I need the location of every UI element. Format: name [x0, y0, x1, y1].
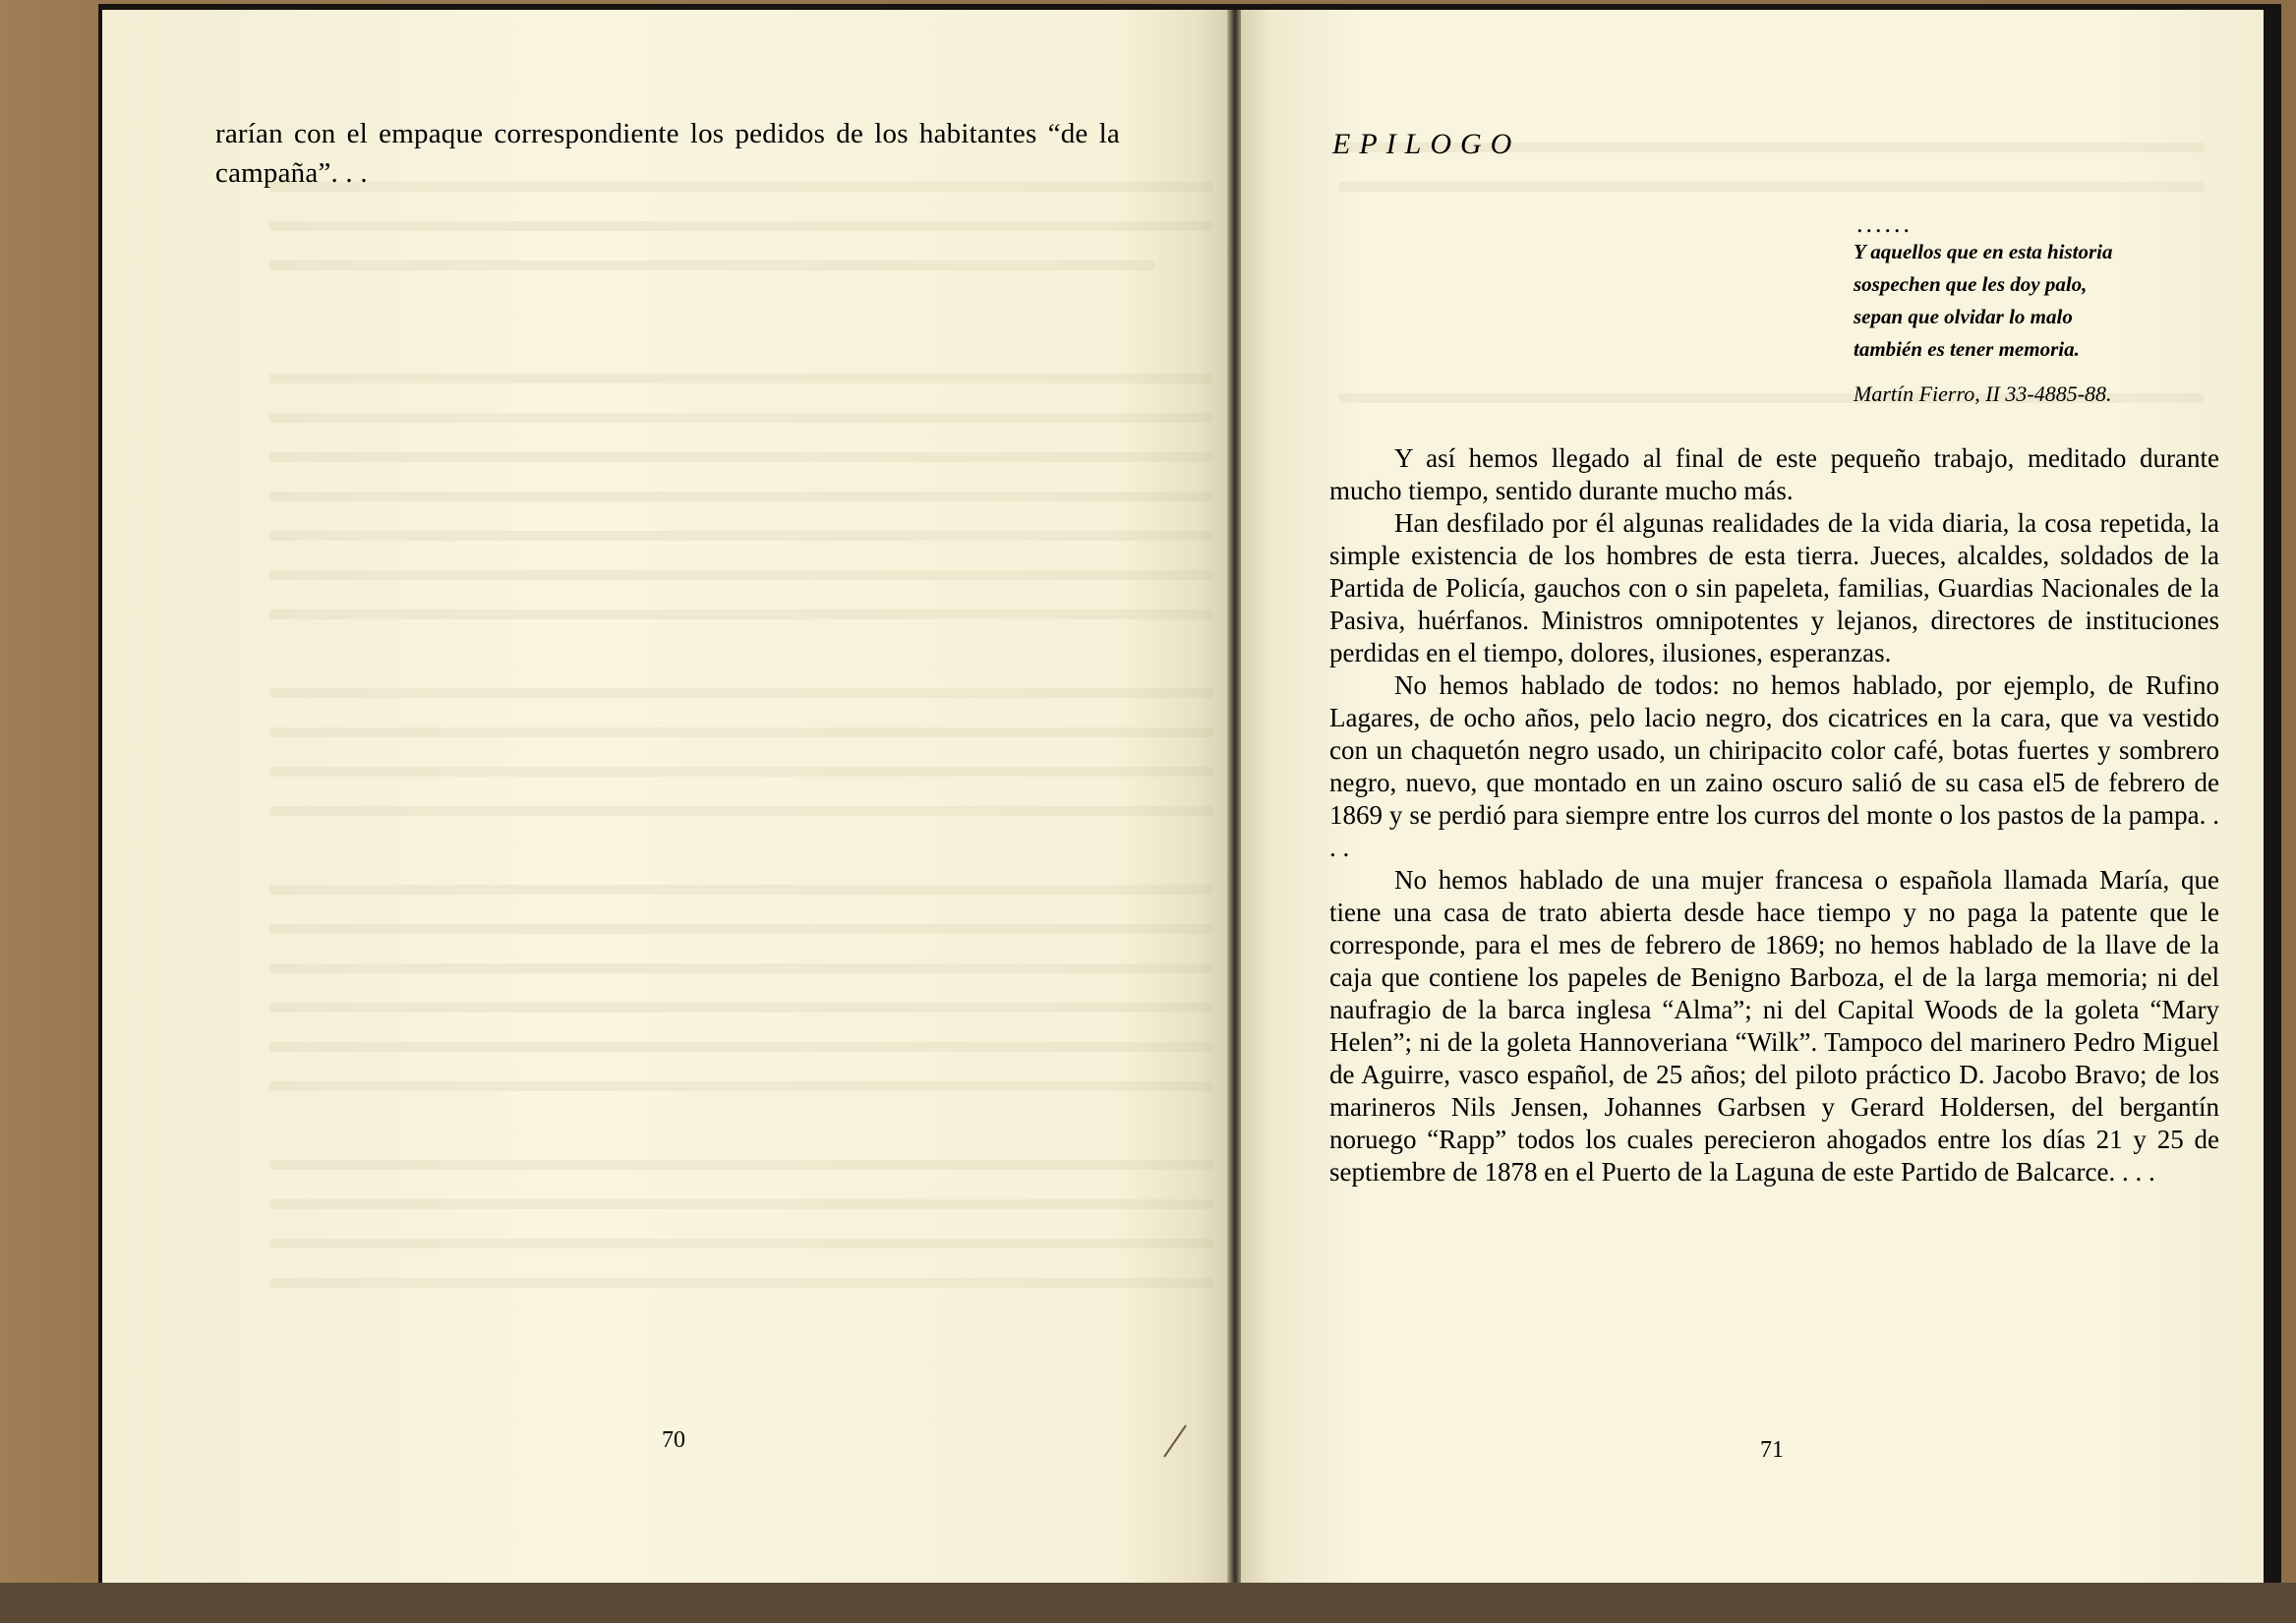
- epigraph: [1854, 236, 2188, 410]
- left-page-text: [215, 114, 1120, 193]
- body-paragraph: No hemos hablado de una mujer francesa o española llamada María, que tiene una casa de trato abierta desde hace tiempo y no paga la patente que le corresponde, para el mes de febrero de 1869; no hemos hablado de la llave de la caja que contiene los papeles de Benigno Barboza, el de la larga memoria; ni del naufragio de la barca inglesa “Alma”; ni del Capital Woods de la goleta “Mary Helen”; ni de la goleta Hannoveriana “Wilk”. Tampoco del marinero Pedro Miguel de Aguirre, vasco español, de 25 años; del piloto práctico D. Jacobo Bravo; de los marineros Nils Jensen, Johannes Garbsen y Gerard Holdersen, del bergantín noruego “Rapp” todos los cuales perecieron ahogados entre los días 21 y 25 de septiembre de 1878 en el Puerto de la Laguna de este Partido de Balcarce. . . .: [1329, 865, 2219, 1187]
- left-page-number: 70: [662, 1427, 685, 1453]
- bleed-through-line: [269, 924, 1213, 934]
- epilogue-body: [1329, 442, 2219, 1188]
- left-page-paragraph: rarían con el empaque correspondiente los pedidos de los habitantes “de la campaña”. . .: [215, 118, 1120, 189]
- bleed-through-line: [269, 221, 1213, 231]
- bleed-through-line: [269, 688, 1213, 698]
- right-page-number: 71: [1760, 1437, 1784, 1463]
- bleed-through-line: [269, 261, 1154, 270]
- bleed-through-line: [269, 1042, 1213, 1052]
- bleed-through-line: [269, 885, 1213, 895]
- bleed-through-line: [1339, 182, 2205, 192]
- body-paragraph: Y así hemos llegado al final de este pequeño trabajo, meditado durante mucho tiempo, sentido durante mucho más.: [1329, 443, 2219, 505]
- left-page: [102, 10, 1229, 1583]
- bleed-through-line: [269, 570, 1213, 580]
- bleed-through-line: [269, 1278, 1213, 1288]
- bleed-through-line: [269, 413, 1213, 423]
- bleed-through-line: [269, 963, 1213, 973]
- bleed-through-line: [269, 1003, 1213, 1013]
- body-paragraph: Han desfilado por él algunas realidades de la vida diaria, la cosa repetida, la simple existencia de los hombres de esta tierra. Jueces, alcaldes, soldados de la Partida de Policía, gauchos con o sin papeleta, familias, Guardias Nacionales de la Pasiva, huérfanos. Ministros omnipotentes y lejanos, directores de instituciones perdidas en el tiempo, dolores, ilusiones, esperanzas.: [1329, 508, 2219, 667]
- epigraph-line: Y aquellos que en esta historia: [1854, 240, 2113, 263]
- bleed-through-line: [269, 452, 1213, 462]
- bleed-through-line: [269, 1160, 1213, 1170]
- bleed-through-line: [269, 374, 1213, 383]
- bleed-through-line: [269, 1199, 1213, 1209]
- scan-bottom-edge: [0, 1583, 2296, 1623]
- bleed-through-line: [269, 492, 1213, 501]
- epilogue-heading: EPILOGO: [1332, 128, 1521, 160]
- epigraph-source: Martín Fierro, II 33-4885-88.: [1854, 381, 2112, 406]
- bleed-through-line: [269, 727, 1213, 737]
- bleed-through-line: [269, 609, 1213, 619]
- pencil-mark: [1160, 1423, 1190, 1461]
- bleed-through-line: [269, 531, 1213, 541]
- bleed-through-line: [269, 1081, 1213, 1091]
- epigraph-line: sospechen que les doy palo,: [1854, 272, 2088, 296]
- bleed-through-line: [269, 1239, 1213, 1248]
- bleed-through-line: [269, 767, 1213, 777]
- epigraph-ellipsis: ......: [1856, 209, 1913, 238]
- epigraph-line: también es tener memoria.: [1854, 337, 2080, 361]
- body-paragraph: No hemos hablado de todos: no hemos hablado, por ejemplo, de Rufino Lagares, de ocho años, pelo lacio negro, dos cicatrices en la cara, que va vestido con un chaquetón negro usado, un chiripacito color café, botas fuertes y sombrero negro, nuevo, que montado en un zaino oscuro salió de su casa el5 de febrero de 1869 y se perdió para siempre entre los curros del monte o los pastos de la pampa. . . .: [1329, 670, 2219, 862]
- bleed-through-line: [269, 806, 1213, 816]
- epigraph-line: sepan que olvidar lo malo: [1854, 305, 2073, 328]
